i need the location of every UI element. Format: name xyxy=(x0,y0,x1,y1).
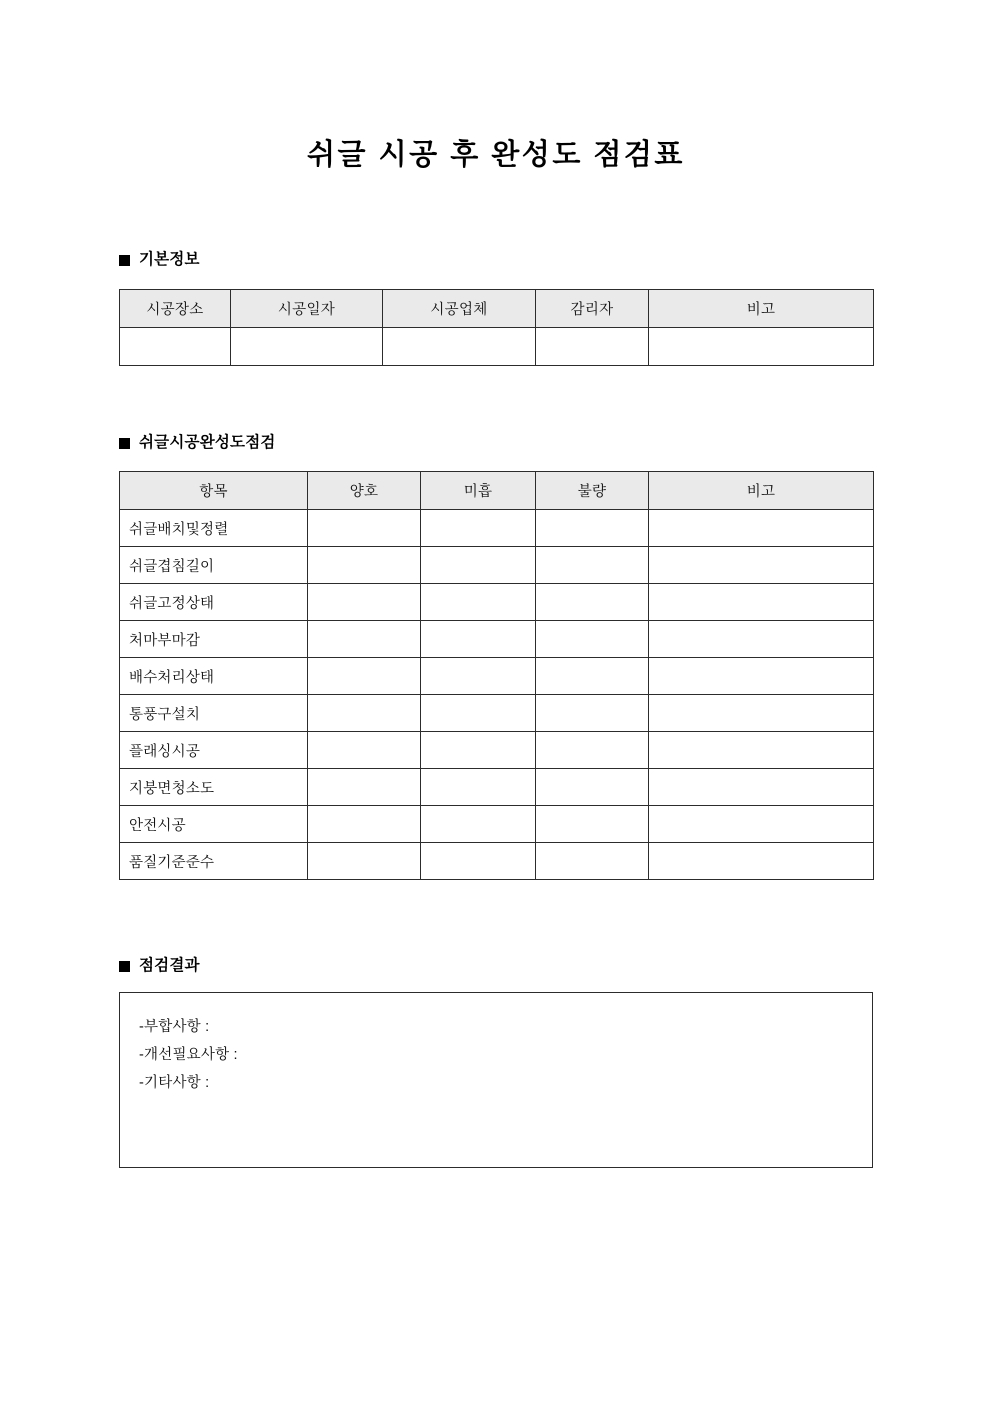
table-row xyxy=(120,658,874,695)
input-cell-date[interactable] xyxy=(231,328,383,366)
filled-square-icon xyxy=(119,438,130,449)
checklist-cell-good[interactable] xyxy=(308,695,421,732)
checklist-cell-remarks[interactable] xyxy=(649,695,874,732)
checklist-cell-fair[interactable] xyxy=(421,732,536,769)
section-heading-result xyxy=(119,955,200,977)
filled-square-icon xyxy=(119,961,130,972)
table-row xyxy=(120,510,874,547)
page-title: 쉬글 시공 후 완성도 점검표 xyxy=(307,139,685,171)
checklist-cell-remarks[interactable] xyxy=(649,732,874,769)
checklist-cell-fair[interactable] xyxy=(421,621,536,658)
checklist-cell-fair[interactable] xyxy=(421,806,536,843)
basic-info-table xyxy=(119,289,874,366)
input-cell-supervisor[interactable] xyxy=(536,328,649,366)
checklist-cell-good[interactable] xyxy=(308,510,421,547)
checklist-cell-remarks[interactable] xyxy=(649,621,874,658)
column-header-site: 시공장소 xyxy=(120,290,231,328)
section-heading-basic-info-label: 기본정보 xyxy=(139,251,200,268)
result-line-improvement: -개선필요사항 : xyxy=(139,1047,238,1063)
checklist-cell-poor[interactable] xyxy=(536,843,649,880)
table-row xyxy=(120,769,874,806)
section-heading-basic-info xyxy=(119,249,200,271)
checklist-cell-good[interactable] xyxy=(308,769,421,806)
checklist-cell-poor[interactable] xyxy=(536,806,649,843)
table-row xyxy=(120,732,874,769)
checklist-item-label: 품질기준준수 xyxy=(120,843,308,880)
table-row xyxy=(120,806,874,843)
checklist-cell-fair[interactable] xyxy=(421,769,536,806)
checklist-item-label: 쉬글배치및정렬 xyxy=(120,510,308,547)
checklist-table xyxy=(119,471,874,880)
checklist-cell-good[interactable] xyxy=(308,843,421,880)
checklist-item-label: 지붕면청소도 xyxy=(120,769,308,806)
checklist-item-label: 배수처리상태 xyxy=(120,658,308,695)
checklist-cell-good[interactable] xyxy=(308,732,421,769)
column-header-supervisor: 감리자 xyxy=(536,290,649,328)
checklist-cell-fair[interactable] xyxy=(421,843,536,880)
checklist-item-label: 플래싱시공 xyxy=(120,732,308,769)
checklist-cell-fair[interactable] xyxy=(421,584,536,621)
checklist-cell-remarks[interactable] xyxy=(649,547,874,584)
result-line-other: -기타사항 : xyxy=(139,1075,210,1091)
column-header-poor: 불량 xyxy=(536,472,649,510)
section-heading-checklist-label: 쉬글시공완성도점검 xyxy=(139,434,276,451)
checklist-cell-poor[interactable] xyxy=(536,658,649,695)
section-heading-result-label: 점검결과 xyxy=(139,957,200,974)
checklist-cell-poor[interactable] xyxy=(536,769,649,806)
column-header-good: 양호 xyxy=(308,472,421,510)
column-header-fair: 미흡 xyxy=(421,472,536,510)
table-row xyxy=(120,547,874,584)
checklist-cell-poor[interactable] xyxy=(536,621,649,658)
checklist-cell-fair[interactable] xyxy=(421,547,536,584)
checklist-cell-poor[interactable] xyxy=(536,510,649,547)
checklist-cell-good[interactable] xyxy=(308,658,421,695)
checklist-cell-remarks[interactable] xyxy=(649,769,874,806)
checklist-item-label: 쉬글겹침길이 xyxy=(120,547,308,584)
checklist-cell-fair[interactable] xyxy=(421,510,536,547)
table-row xyxy=(120,584,874,621)
checklist-cell-good[interactable] xyxy=(308,806,421,843)
section-heading-checklist xyxy=(119,432,276,454)
checklist-cell-poor[interactable] xyxy=(536,732,649,769)
filled-square-icon xyxy=(119,255,130,266)
checklist-cell-poor[interactable] xyxy=(536,584,649,621)
table-row xyxy=(120,843,874,880)
checklist-cell-good[interactable] xyxy=(308,547,421,584)
checklist-cell-good[interactable] xyxy=(308,584,421,621)
checklist-item-label: 쉬글고정상태 xyxy=(120,584,308,621)
checklist-cell-fair[interactable] xyxy=(421,658,536,695)
checklist-cell-remarks[interactable] xyxy=(649,806,874,843)
input-cell-site[interactable] xyxy=(120,328,231,366)
input-cell-company[interactable] xyxy=(383,328,536,366)
table-header-row xyxy=(120,472,874,510)
column-header-remarks: 비고 xyxy=(649,472,874,510)
checklist-cell-remarks[interactable] xyxy=(649,843,874,880)
checklist-item-label: 처마부마감 xyxy=(120,621,308,658)
checklist-cell-remarks[interactable] xyxy=(649,658,874,695)
table-row xyxy=(120,695,874,732)
checklist-cell-poor[interactable] xyxy=(536,695,649,732)
column-header-remarks: 비고 xyxy=(649,290,874,328)
checklist-cell-fair[interactable] xyxy=(421,695,536,732)
column-header-item: 항목 xyxy=(120,472,308,510)
table-row xyxy=(120,621,874,658)
checklist-item-label: 안전시공 xyxy=(120,806,308,843)
table-row xyxy=(120,328,874,366)
inspection-result-box[interactable] xyxy=(119,992,873,1168)
result-line-conforming: -부합사항 : xyxy=(139,1019,210,1035)
table-header-row xyxy=(120,290,874,328)
column-header-company: 시공업체 xyxy=(383,290,536,328)
checklist-cell-remarks[interactable] xyxy=(649,510,874,547)
checklist-cell-remarks[interactable] xyxy=(649,584,874,621)
column-header-date: 시공일자 xyxy=(231,290,383,328)
checklist-item-label: 통풍구설치 xyxy=(120,695,308,732)
checklist-cell-poor[interactable] xyxy=(536,547,649,584)
input-cell-remarks[interactable] xyxy=(649,328,874,366)
checklist-cell-good[interactable] xyxy=(308,621,421,658)
